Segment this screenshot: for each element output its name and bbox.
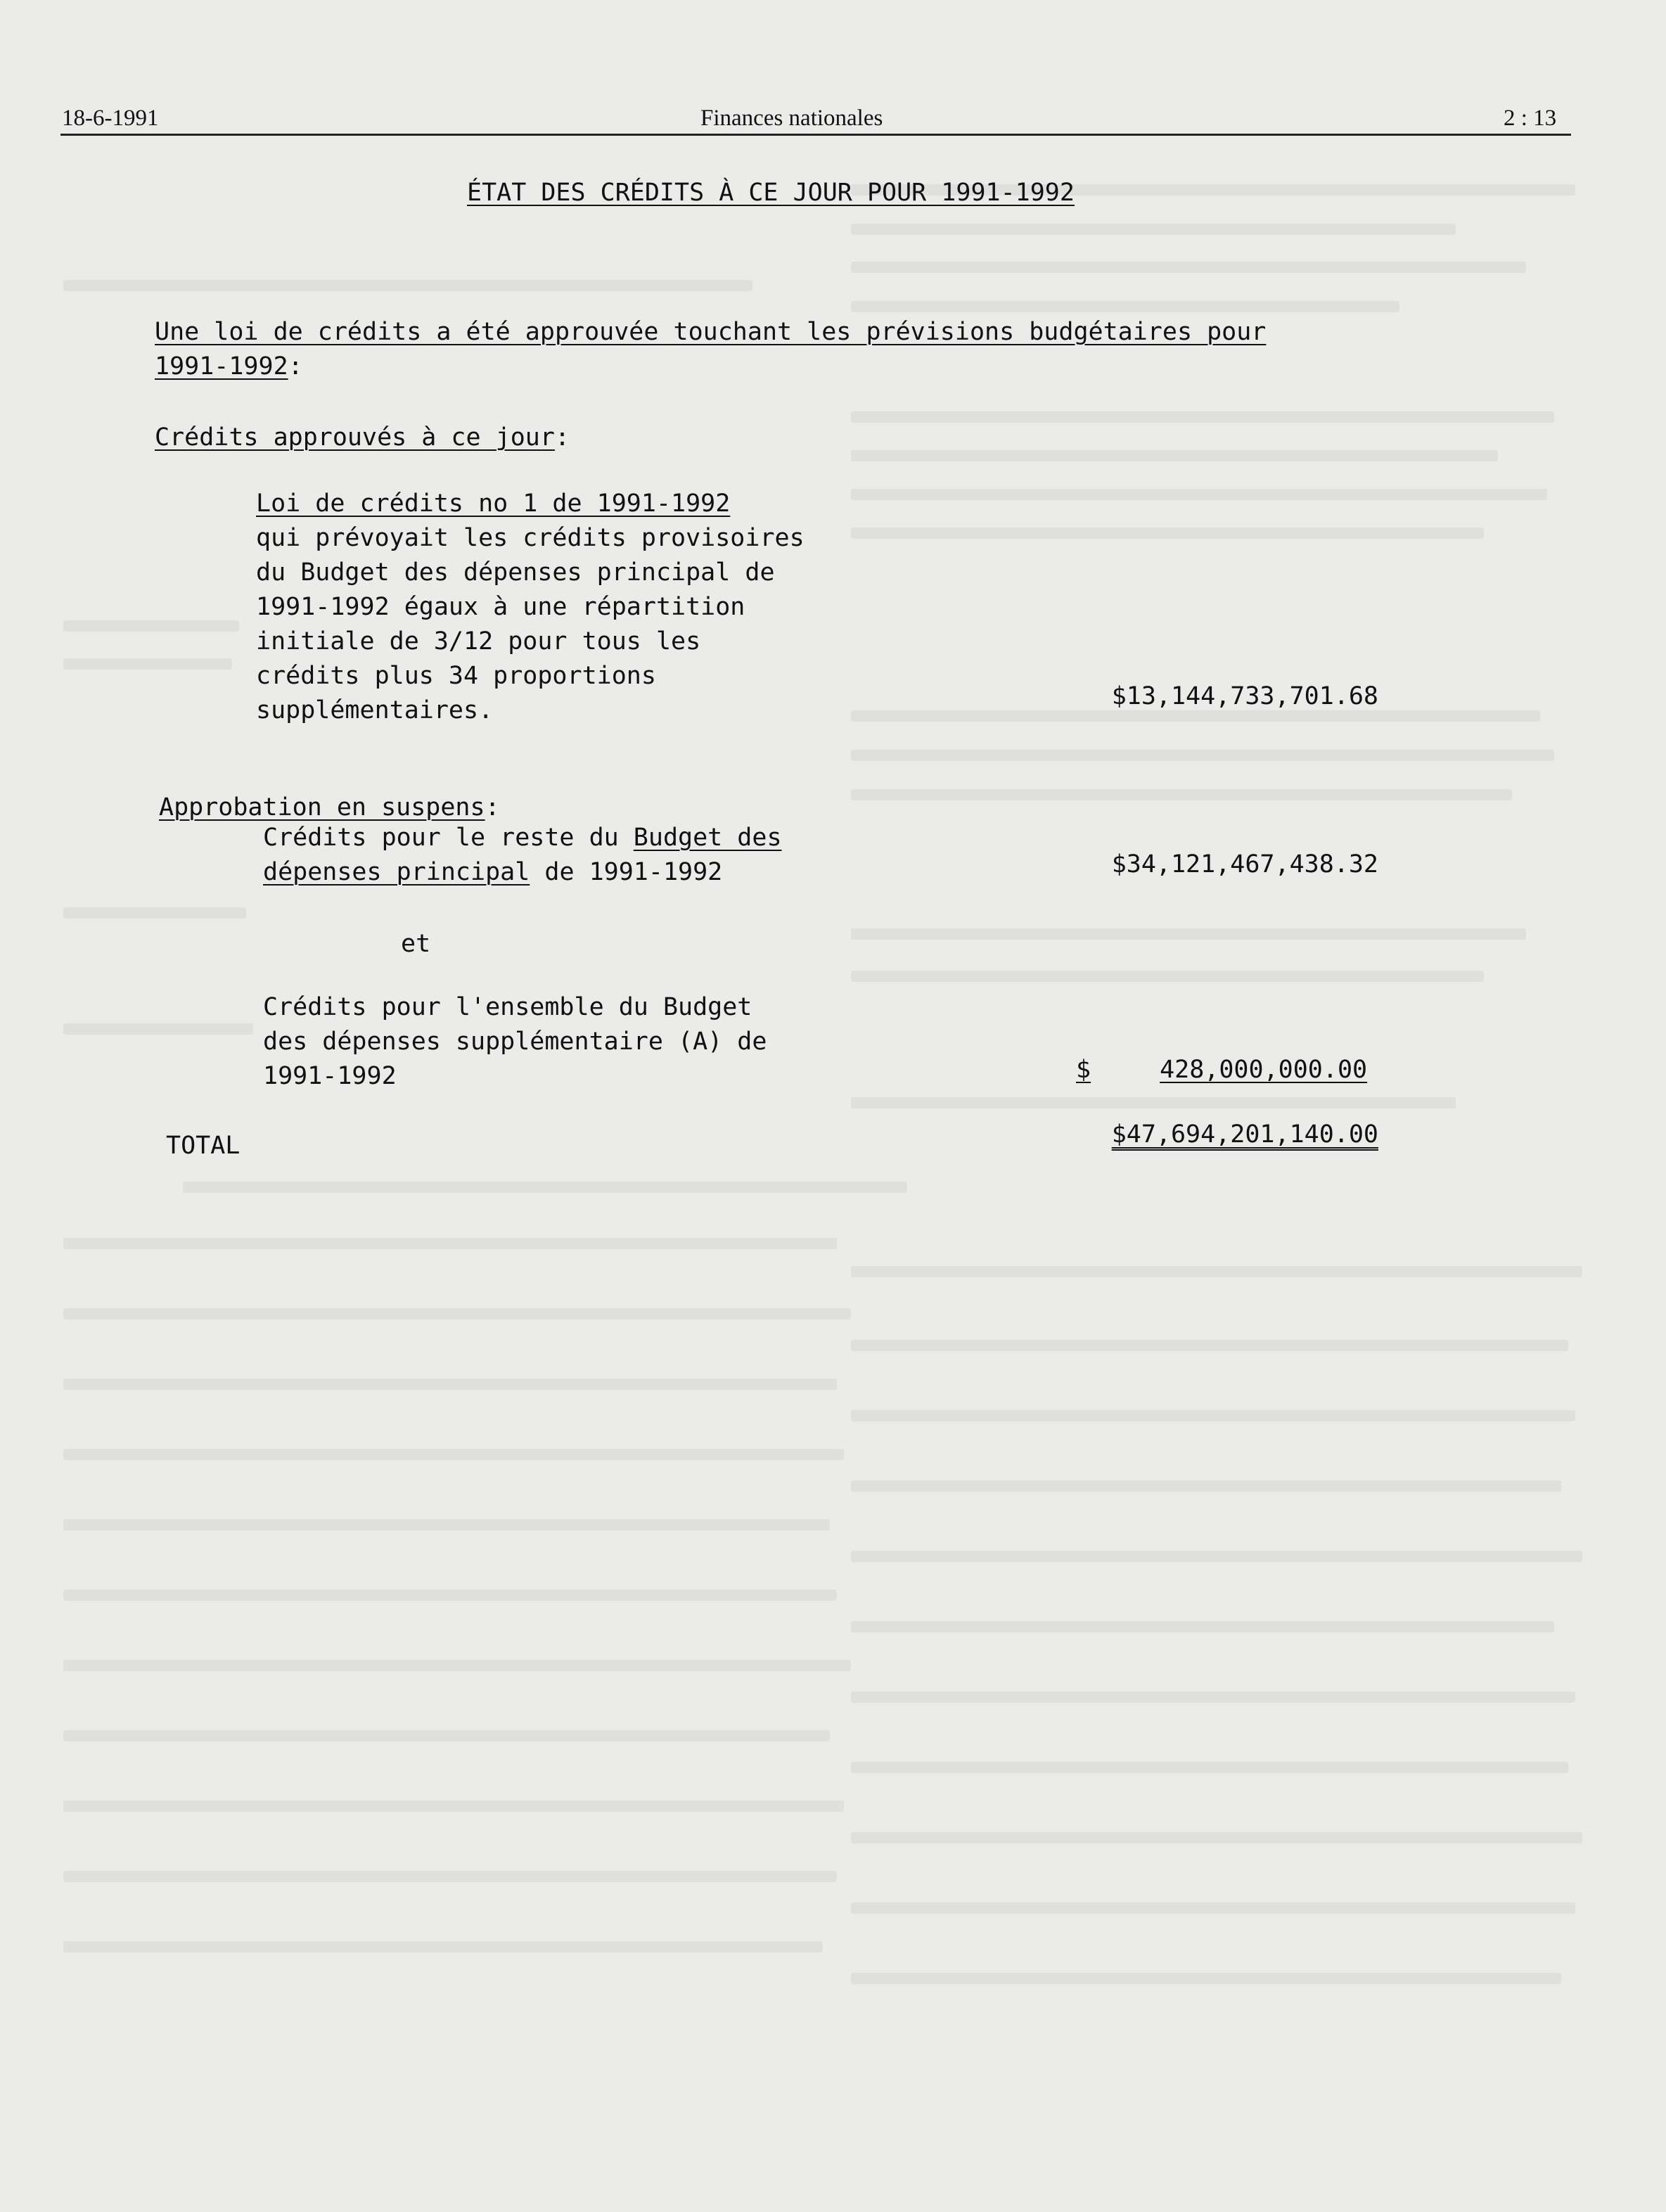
header-title: Finances nationales <box>700 106 883 131</box>
pending-item2-currency: $ <box>1076 1056 1091 1084</box>
approved-colon: : <box>554 423 570 452</box>
intro-line-2: 1991-1992 <box>155 352 288 381</box>
total-label: TOTAL <box>166 1132 241 1160</box>
pending-item2-amount-row <box>1076 1053 1378 1087</box>
pending-item-main-estimates <box>263 821 782 890</box>
approved-act-block <box>256 487 805 728</box>
approved-label: Crédits approuvés à ce jour <box>155 423 555 452</box>
pending-item1-prefix: Crédits pour le reste du <box>263 824 634 852</box>
header-page-number: 2 : 13 <box>1504 106 1557 131</box>
statement-heading: ÉTAT DES CRÉDITS À CE JOUR POUR 1991-1992 <box>467 179 1075 207</box>
approved-line: 1991-1992 égaux à une répartition <box>256 593 745 621</box>
pending-item2-amount: 428,000,000.00 <box>1160 1056 1368 1084</box>
pending-conjunction: et <box>401 930 431 958</box>
approved-line: qui prévoyait les crédits provisoires <box>256 524 805 552</box>
pending-colon: : <box>485 793 500 821</box>
approved-amount: $13,144,733,701.68 <box>1111 682 1378 710</box>
approved-line: crédits plus 34 proportions <box>256 662 656 690</box>
approved-section-label <box>155 421 570 455</box>
pending-item-supplementary-estimates <box>263 990 767 1094</box>
approved-line: supplémentaires. <box>256 696 494 724</box>
intro-colon: : <box>288 352 303 381</box>
pending-section-label <box>159 791 500 825</box>
header-rule <box>60 134 1571 136</box>
pending-label: Approbation en suspens <box>159 793 485 821</box>
approved-act-title: Loi de crédits no 1 de 1991-1992 <box>256 490 731 518</box>
header-date: 18-6-1991 <box>62 106 159 131</box>
pending-item1-amount: $34,121,467,438.32 <box>1111 850 1378 878</box>
pending-item1-underlined-2: dépenses principal <box>263 858 530 886</box>
pending-item1-underlined-1: Budget des <box>633 824 782 852</box>
intro-line-1: Une loi de crédits a été approuvée touchant les prévisions budgétaires pour <box>155 318 1267 346</box>
approved-line: initiale de 3/12 pour tous les <box>256 627 701 656</box>
total-amount: $47,694,201,140.00 <box>1111 1120 1378 1149</box>
pending-item2-line: Crédits pour l'ensemble du Budget <box>263 993 752 1021</box>
pending-item2-line: 1991-1992 <box>263 1062 397 1090</box>
approved-line: du Budget des dépenses principal de <box>256 558 775 587</box>
pending-item2-line: des dépenses supplémentaire (A) de <box>263 1028 767 1056</box>
intro-paragraph <box>155 315 1266 384</box>
pending-item1-suffix: de 1991-1992 <box>530 858 723 886</box>
